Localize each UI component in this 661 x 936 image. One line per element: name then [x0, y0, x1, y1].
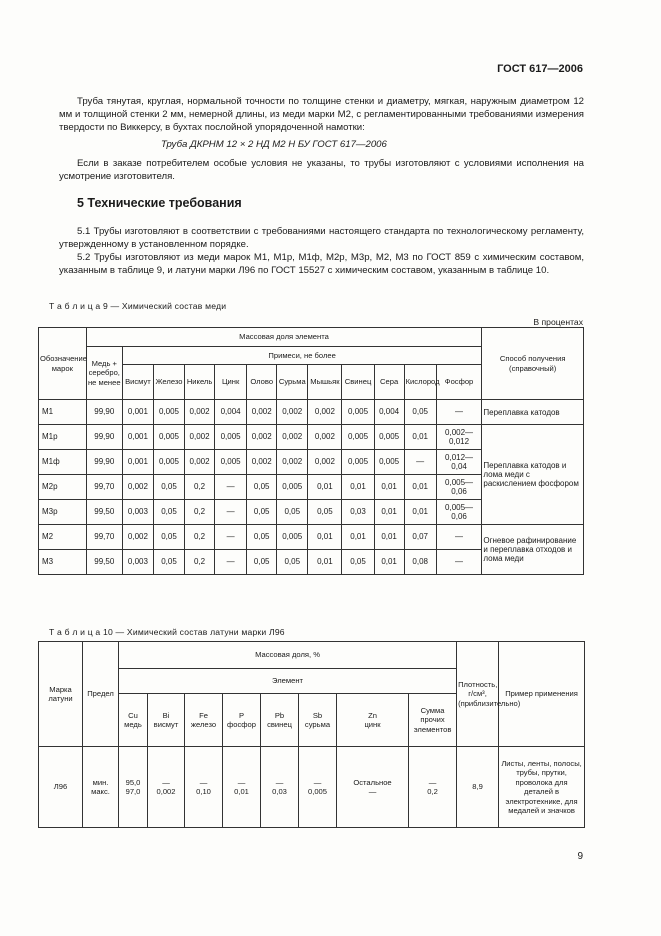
cell-value: 0,05: [404, 400, 436, 425]
header-element: Сурьма: [277, 365, 308, 400]
cell-value: 0,07: [404, 525, 436, 550]
header-mass-fraction: Массовая доля элемента: [86, 328, 482, 347]
cell-value: 0,005: [374, 425, 404, 450]
cell-value: Остальное —: [337, 747, 409, 828]
cell-value: — 0,005: [299, 747, 337, 828]
cell-value: 0,002: [185, 400, 215, 425]
cell-value: 0,01: [374, 525, 404, 550]
cell-value: 0,05: [247, 525, 277, 550]
cell-value: 0,002: [277, 450, 308, 475]
cell-limits: мин. макс.: [83, 747, 119, 828]
cell-value: — 0,2: [409, 747, 457, 828]
cell-copper: 99,70: [86, 525, 122, 550]
cell-value: 0,003: [122, 550, 153, 575]
header-element: Sb сурьма: [299, 694, 337, 747]
cell-value: 0,05: [308, 500, 342, 525]
clause-5-2: 5.2 Трубы изготовляют из меди марок М1, М1р, М1ф, М2р, М3р, М2, М3 по ГОСТ 859 с химическим составом, указанным в таблице 9, и латуни марки Л96 по ГОСТ 15527 с химическим составом, указанным в таблице 10.: [59, 252, 584, 276]
cell-value: 0,005: [153, 425, 184, 450]
cell-value: 0,002: [185, 450, 215, 475]
cell-value: 0,05: [153, 475, 184, 500]
cell-value: 0,005: [374, 450, 404, 475]
header-element: Мышьяк: [308, 365, 342, 400]
header-application: Пример применения: [499, 642, 585, 747]
cell-copper: 99,50: [86, 500, 122, 525]
cell-value: 0,005: [342, 400, 374, 425]
cell-value: 0,005: [215, 425, 247, 450]
cell-value: 0,01: [308, 475, 342, 500]
table-header-row: [39, 642, 585, 669]
cell-value: 0,05: [277, 500, 308, 525]
conditions-paragraph: Если в заказе потребителем особые условия не указаны, то трубы изготовляют с условиями исполнения на усмотрение изготовителя.: [59, 158, 584, 182]
cell-value: 0,005: [153, 400, 184, 425]
cell-application: Листы, ленты, полосы, трубы, прутки, проволока для деталей в электротехнике, для медалей и значков: [499, 747, 585, 828]
clause-5-1: 5.1 Трубы изготовляют в соответствии с требованиями настоящего стандарта по технологическому регламенту, утвержденному в установленном порядке.: [59, 226, 584, 250]
table9-caption: Т а б л и ц а 9 — Химический состав меди: [49, 301, 227, 311]
table-row: [39, 525, 584, 550]
cell-value: 0,03: [342, 500, 374, 525]
cell-grade: М3р: [39, 500, 87, 525]
cell-value: 0,05: [277, 550, 308, 575]
cell-value: 0,01: [374, 500, 404, 525]
cell-value: 0,01: [308, 525, 342, 550]
cell-copper: 99,90: [86, 425, 122, 450]
cell-brand: Л96: [39, 747, 83, 828]
header-copper: Медь + серебро, не менее: [86, 347, 122, 400]
cell-value: 0,05: [153, 500, 184, 525]
header-element: Фосфор: [436, 365, 482, 400]
table-9: [38, 327, 584, 575]
table-row: [39, 425, 584, 450]
cell-grade: М1: [39, 400, 87, 425]
cell-value: 0,05: [153, 550, 184, 575]
cell-value: —: [215, 475, 247, 500]
cell-value: 0,05: [247, 475, 277, 500]
cell-value: 0,001: [122, 450, 153, 475]
cell-value: 0,05: [342, 550, 374, 575]
header-element: Олово: [247, 365, 277, 400]
cell-value: 0,002: [247, 450, 277, 475]
header-element: Bi висмут: [148, 694, 185, 747]
cell-copper: 99,50: [86, 550, 122, 575]
header-element: Висмут: [122, 365, 153, 400]
cell-value: 0,2: [185, 475, 215, 500]
cell-grade: М3: [39, 550, 87, 575]
cell-value: 0,004: [215, 400, 247, 425]
cell-value: 0,004: [374, 400, 404, 425]
cell-value: — 0,10: [185, 747, 223, 828]
cell-value: —: [404, 450, 436, 475]
cell-value: 0,002: [185, 425, 215, 450]
cell-value: 95,0 97,0: [119, 747, 148, 828]
designation-example: Труба ДКРНМ 12 × 2 НД М2 Н БУ ГОСТ 617—2006: [161, 139, 387, 150]
header-element: Сумма прочих элементов: [409, 694, 457, 747]
table9-unit: В процентах: [533, 317, 583, 327]
cell-value: 0,01: [404, 475, 436, 500]
cell-value: 0,005—0,06: [436, 475, 482, 500]
cell-value: 0,002: [247, 400, 277, 425]
header-element: P фосфор: [223, 694, 261, 747]
header-element: Никель: [185, 365, 215, 400]
cell-value: 0,05: [247, 500, 277, 525]
header-element: Сера: [374, 365, 404, 400]
table-row: [39, 400, 584, 425]
cell-value: 0,01: [404, 500, 436, 525]
cell-value: 0,005: [215, 450, 247, 475]
header-element: Zn цинк: [337, 694, 409, 747]
header-element: Кислород: [404, 365, 436, 400]
cell-value: 0,01: [374, 550, 404, 575]
cell-value: 0,002: [308, 450, 342, 475]
cell-value: 0,08: [404, 550, 436, 575]
header-impurities: Примеси, не более: [122, 347, 481, 365]
cell-value: 0,002: [122, 475, 153, 500]
cell-value: 0,05: [247, 550, 277, 575]
cell-method: Переплавка катодов: [482, 400, 584, 425]
cell-value: 0,005: [277, 525, 308, 550]
header-method: Способ получения (справочный): [482, 328, 584, 400]
cell-value: 0,01: [404, 425, 436, 450]
cell-value: 0,01: [374, 475, 404, 500]
cell-value: —: [215, 500, 247, 525]
cell-value: 0,2: [185, 550, 215, 575]
cell-value: 0,002: [277, 400, 308, 425]
cell-value: 0,005: [153, 450, 184, 475]
cell-value: —: [436, 400, 482, 425]
header-element: Железо: [153, 365, 184, 400]
cell-copper: 99,90: [86, 400, 122, 425]
table-row: [39, 747, 585, 828]
cell-value: 0,2: [185, 525, 215, 550]
cell-value: 0,002: [247, 425, 277, 450]
standard-header: ГОСТ 617—2006: [497, 63, 583, 75]
header-element: Свинец: [342, 365, 374, 400]
header-element: Pb свинец: [261, 694, 299, 747]
header-brand: Марка латуни: [39, 642, 83, 747]
cell-value: 0,01: [308, 550, 342, 575]
cell-value: 0,002: [308, 400, 342, 425]
cell-value: 0,01: [342, 525, 374, 550]
cell-grade: М1р: [39, 425, 87, 450]
cell-value: — 0,03: [261, 747, 299, 828]
header-element: Fe железо: [185, 694, 223, 747]
cell-copper: 99,70: [86, 475, 122, 500]
cell-value: 0,002—0,012: [436, 425, 482, 450]
cell-value: 0,001: [122, 400, 153, 425]
cell-value: — 0,002: [148, 747, 185, 828]
table-10: [38, 641, 585, 828]
cell-value: 0,012—0,04: [436, 450, 482, 475]
cell-value: —: [436, 525, 482, 550]
cell-density: 8,9: [457, 747, 499, 828]
intro-paragraph: Труба тянутая, круглая, нормальной точности по толщине стенки и диаметру, мягкая, наружным диаметром 12 мм и толщиной стенки 2 мм, немерной длины, из меди марки М2, с регламентированными требованиями измерения твердости по Виккерсу, в бухтах послойной упорядоченной намотки:: [59, 96, 584, 133]
cell-method: Огневое рафинирование и переплавка отходов и лома меди: [482, 525, 584, 575]
cell-method: Переплавка катодов и лома меди с раскислением фосфором: [482, 425, 584, 525]
cell-value: 0,01: [342, 475, 374, 500]
cell-value: 0,005—0,06: [436, 500, 482, 525]
cell-grade: М1ф: [39, 450, 87, 475]
cell-grade: М2: [39, 525, 87, 550]
header-density: Плотность, г/см³, (приблизительно): [457, 642, 499, 747]
table10-caption: Т а б л и ц а 10 — Химический состав латуни марки Л96: [49, 627, 285, 637]
cell-value: 0,002: [122, 525, 153, 550]
cell-grade: М2р: [39, 475, 87, 500]
section-title: 5 Технические требования: [77, 196, 242, 210]
cell-value: 0,003: [122, 500, 153, 525]
header-limit: Предел: [83, 642, 119, 747]
cell-value: 0,05: [153, 525, 184, 550]
cell-value: 0,005: [277, 475, 308, 500]
header-mass-fraction: Массовая доля, %: [119, 642, 457, 669]
cell-value: 0,001: [122, 425, 153, 450]
cell-value: 0,2: [185, 500, 215, 525]
page-number: 9: [577, 851, 583, 862]
header-element-group: Элемент: [119, 669, 457, 694]
cell-value: 0,002: [308, 425, 342, 450]
cell-value: —: [215, 550, 247, 575]
header-element: Cu медь: [119, 694, 148, 747]
table-header-row: [39, 328, 584, 347]
cell-value: 0,005: [342, 425, 374, 450]
cell-copper: 99,90: [86, 450, 122, 475]
cell-value: —: [215, 525, 247, 550]
cell-value: 0,005: [342, 450, 374, 475]
header-grade: Обозначение марок: [39, 328, 87, 400]
cell-value: 0,002: [277, 425, 308, 450]
cell-value: — 0,01: [223, 747, 261, 828]
cell-value: —: [436, 550, 482, 575]
header-element: Цинк: [215, 365, 247, 400]
